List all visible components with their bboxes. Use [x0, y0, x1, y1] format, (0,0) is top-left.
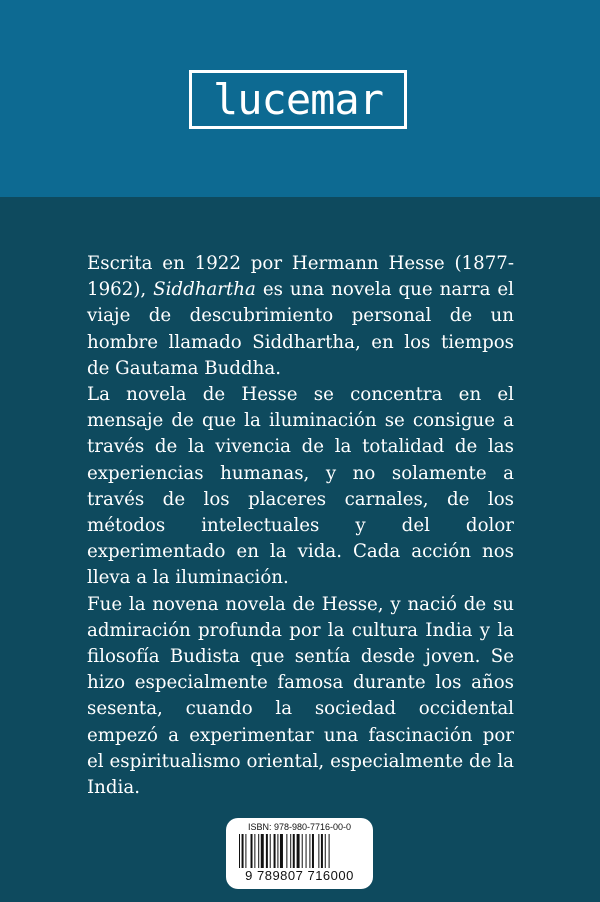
- barcode-bar: [270, 834, 271, 868]
- barcode-bar: [239, 834, 240, 868]
- book-blurb: [87, 251, 514, 801]
- barcode-bar: [312, 834, 314, 868]
- barcode-bar: [254, 834, 255, 868]
- barcode-bar: [309, 834, 310, 868]
- barcode-bar: [277, 834, 278, 868]
- blurb-paragraph-1: [87, 251, 514, 382]
- barcode-bar: [297, 834, 300, 868]
- barcode-bar: [290, 834, 291, 868]
- barcode-bar: [302, 834, 303, 868]
- blurb-paragraph-3: Fue la novena novela de Hesse, y nació de su admiración profunda por la cultura India y la filosofía Budista que sentía desde joven. Se hizo especialmente famosa durante los años sesenta, cuando la sociedad occidental empezó a experimentar una fascinación por el espiritualismo oriental, especialmente de la India.: [87, 593, 514, 799]
- isbn-label: ISBN: 978-980-7716-00-0: [247, 822, 352, 832]
- barcode-bar: [325, 834, 326, 868]
- barcode-bar: [329, 834, 330, 868]
- barcode-bar: [258, 834, 259, 868]
- barcode-bar: [321, 834, 323, 868]
- blurb-p1-rest: es una novela que narra el viaje de descubrimiento personal de un hombre llamado Siddhartha, en los tiempos de Gautama Buddha.: [87, 279, 514, 379]
- barcode-bar: [293, 834, 295, 868]
- barcode-bar: [274, 834, 276, 868]
- barcode-digits: 9 789807 716000: [245, 868, 354, 883]
- barcode-bar: [286, 834, 287, 868]
- barcode-bars: [237, 834, 362, 868]
- barcode-bar: [242, 834, 244, 868]
- barcode-bar: [280, 834, 283, 868]
- blurb-p1-intro: Escrita en 1922 por Hermann Hesse (1877-1962),: [87, 253, 514, 301]
- publisher-logo: [189, 70, 407, 129]
- header-band: [0, 0, 600, 197]
- isbn-barcode: [226, 818, 373, 889]
- blurb-paragraph-2: La novela de Hesse se concentra en el mensaje de que la iluminación se consigue a través de la vivencia de la totalidad de las experiencias humanas, y no solamente a través de los placeres carnales, de los métodos intelectuales y del dolor experimentado en la vida. Cada acción nos lleva a la iluminación.: [87, 384, 514, 589]
- barcode-bar: [245, 834, 246, 868]
- barcode-bar: [251, 834, 253, 868]
- barcode-bar: [318, 834, 319, 868]
- barcode-bar: [266, 834, 268, 868]
- barcode-bar: [261, 834, 264, 868]
- barcode-bar: [306, 834, 307, 868]
- book-title-italic: Siddhartha: [153, 279, 256, 301]
- publisher-logo-text: lucemar: [212, 74, 383, 124]
